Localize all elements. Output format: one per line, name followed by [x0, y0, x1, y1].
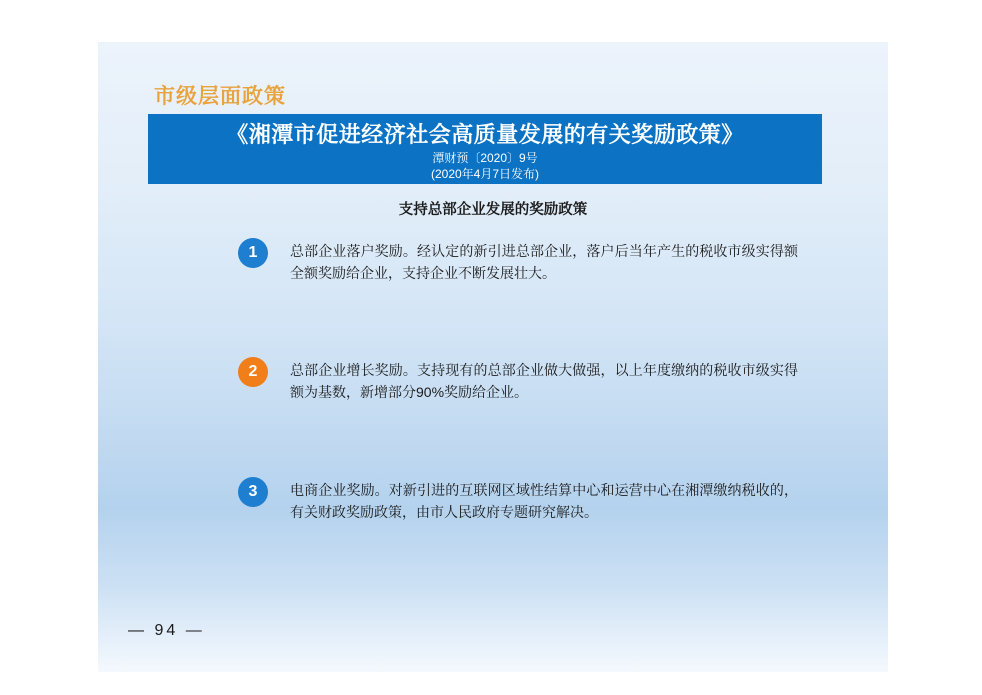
policy-document-number: 潭财预〔2020〕9号	[432, 151, 538, 165]
policy-item-text: 电商企业奖励。对新引进的互联网区域性结算中心和运营中心在湘潭缴纳税收的，有关财政奖励政策，由市人民政府专题研究解决。	[290, 482, 798, 520]
policy-item-number-badge: 3	[238, 477, 268, 507]
document-page	[98, 42, 888, 672]
policy-title: 《湘潭市促进经济社会高质量发展的有关奖励政策》	[226, 122, 744, 147]
policy-banner	[148, 114, 822, 184]
policy-item-text: 总部企业增长奖励。支持现有的总部企业做大做强，以上年度缴纳的税收市级实得额为基数，新增部分90%奖励给企业。	[290, 362, 798, 400]
policy-item-number-badge: 1	[238, 238, 268, 268]
page-number: — 94 —	[128, 622, 205, 639]
policy-issue-date: (2020年4月7日发布)	[430, 167, 540, 181]
section-title: 市级层面政策	[154, 85, 286, 108]
policy-item-number-badge: 2	[238, 357, 268, 387]
policy-item-text: 总部企业落户奖励。经认定的新引进总部企业，落户后当年产生的税收市级实得额全额奖励给企业，支持企业不断发展壮大。	[290, 243, 798, 281]
policy-subtitle: 支持总部企业发展的奖励政策	[398, 202, 588, 218]
